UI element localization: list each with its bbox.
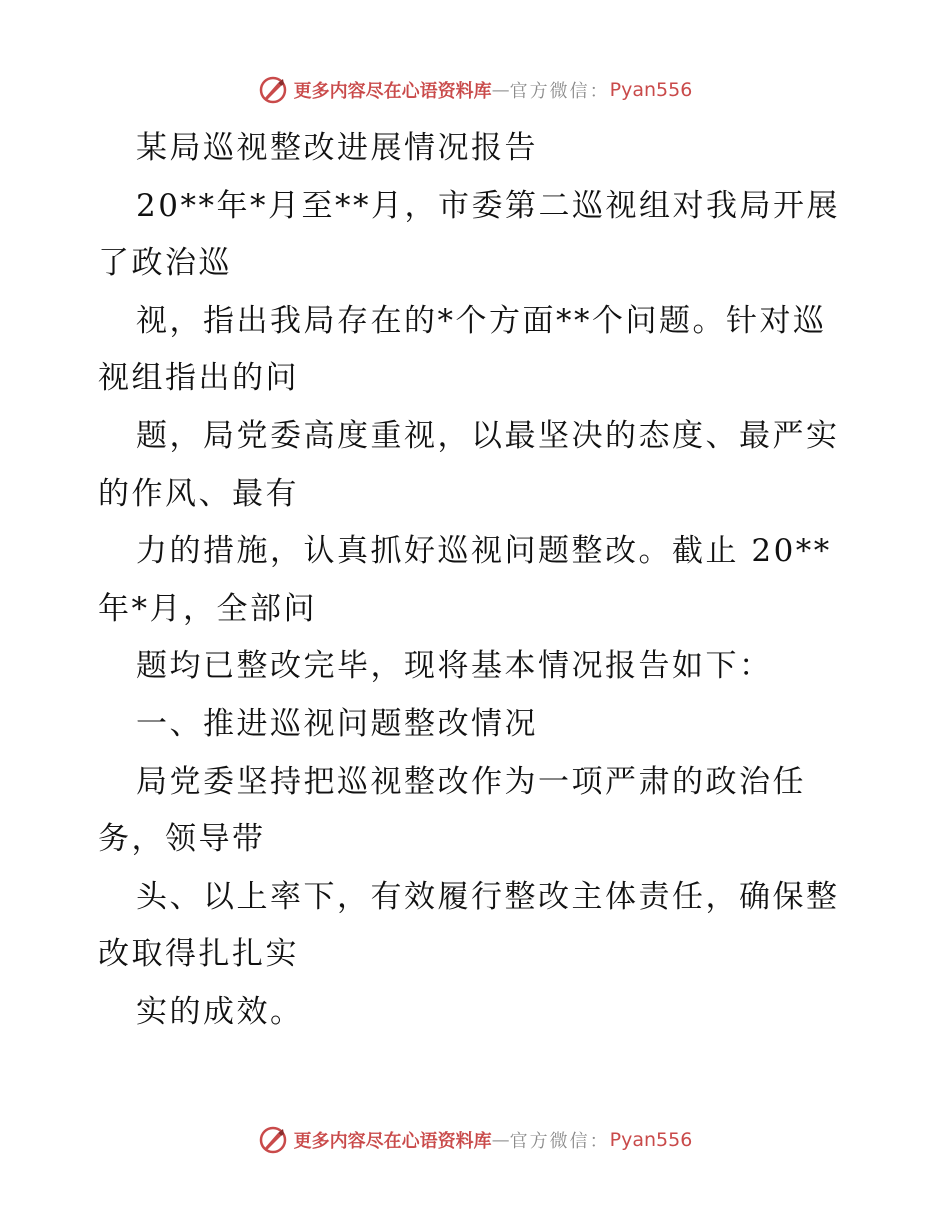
paragraph-line: 的作风、最有 — [98, 475, 299, 512]
paragraph-line: 视组指出的问 — [98, 360, 299, 397]
watermark-wechat-label: 官方微信： — [509, 81, 610, 102]
paragraph-line: 头、以上率下，有效履行整改主体责任，确保整 — [136, 878, 840, 915]
header-watermark — [0, 70, 950, 110]
watermark-brand-text: 更多内容尽在心语资料库 — [293, 81, 492, 102]
quill-pen-logo-icon — [258, 1125, 288, 1155]
paragraph-line: 改取得扎扎实 — [98, 936, 299, 973]
watermark-separator: — — [491, 79, 510, 101]
paragraph-line: 视，指出我局存在的*个方面**个问题。针对巡 — [136, 302, 827, 339]
watermark-wechat-label: 官方微信： — [509, 1131, 610, 1152]
paragraph-line: 了政治巡 — [98, 245, 232, 282]
paragraph-line: 题均已整改完毕，现将基本情况报告如下： — [136, 648, 773, 685]
paragraph-line: 年*月，全部问 — [98, 590, 317, 627]
section-heading: 一、推进巡视问题整改情况 — [136, 705, 538, 742]
footer-watermark — [0, 1120, 950, 1160]
paragraph-line: 务，领导带 — [98, 821, 266, 858]
paragraph-line: 20**年*月至**月，市委第二巡视组对我局开展 — [136, 187, 840, 224]
quill-pen-logo-icon — [258, 75, 288, 105]
watermark-separator: — — [491, 1129, 510, 1151]
paragraph-line: 局党委坚持把巡视整改作为一项严肃的政治任 — [136, 763, 806, 800]
watermark-brand-text: 更多内容尽在心语资料库 — [293, 1131, 492, 1152]
paragraph-line: 题，局党委高度重视，以最坚决的态度、最严实 — [136, 417, 840, 454]
paragraph-line: 实的成效。 — [136, 993, 304, 1030]
watermark-wechat-id: Pyan556 — [609, 1129, 693, 1151]
document-body — [98, 120, 878, 1042]
paragraph-line: 力的措施，认真抓好巡视问题整改。截止 20** — [136, 533, 832, 570]
watermark-wechat-id: Pyan556 — [609, 79, 693, 101]
document-title: 某局巡视整改进展情况报告 — [136, 130, 538, 166]
